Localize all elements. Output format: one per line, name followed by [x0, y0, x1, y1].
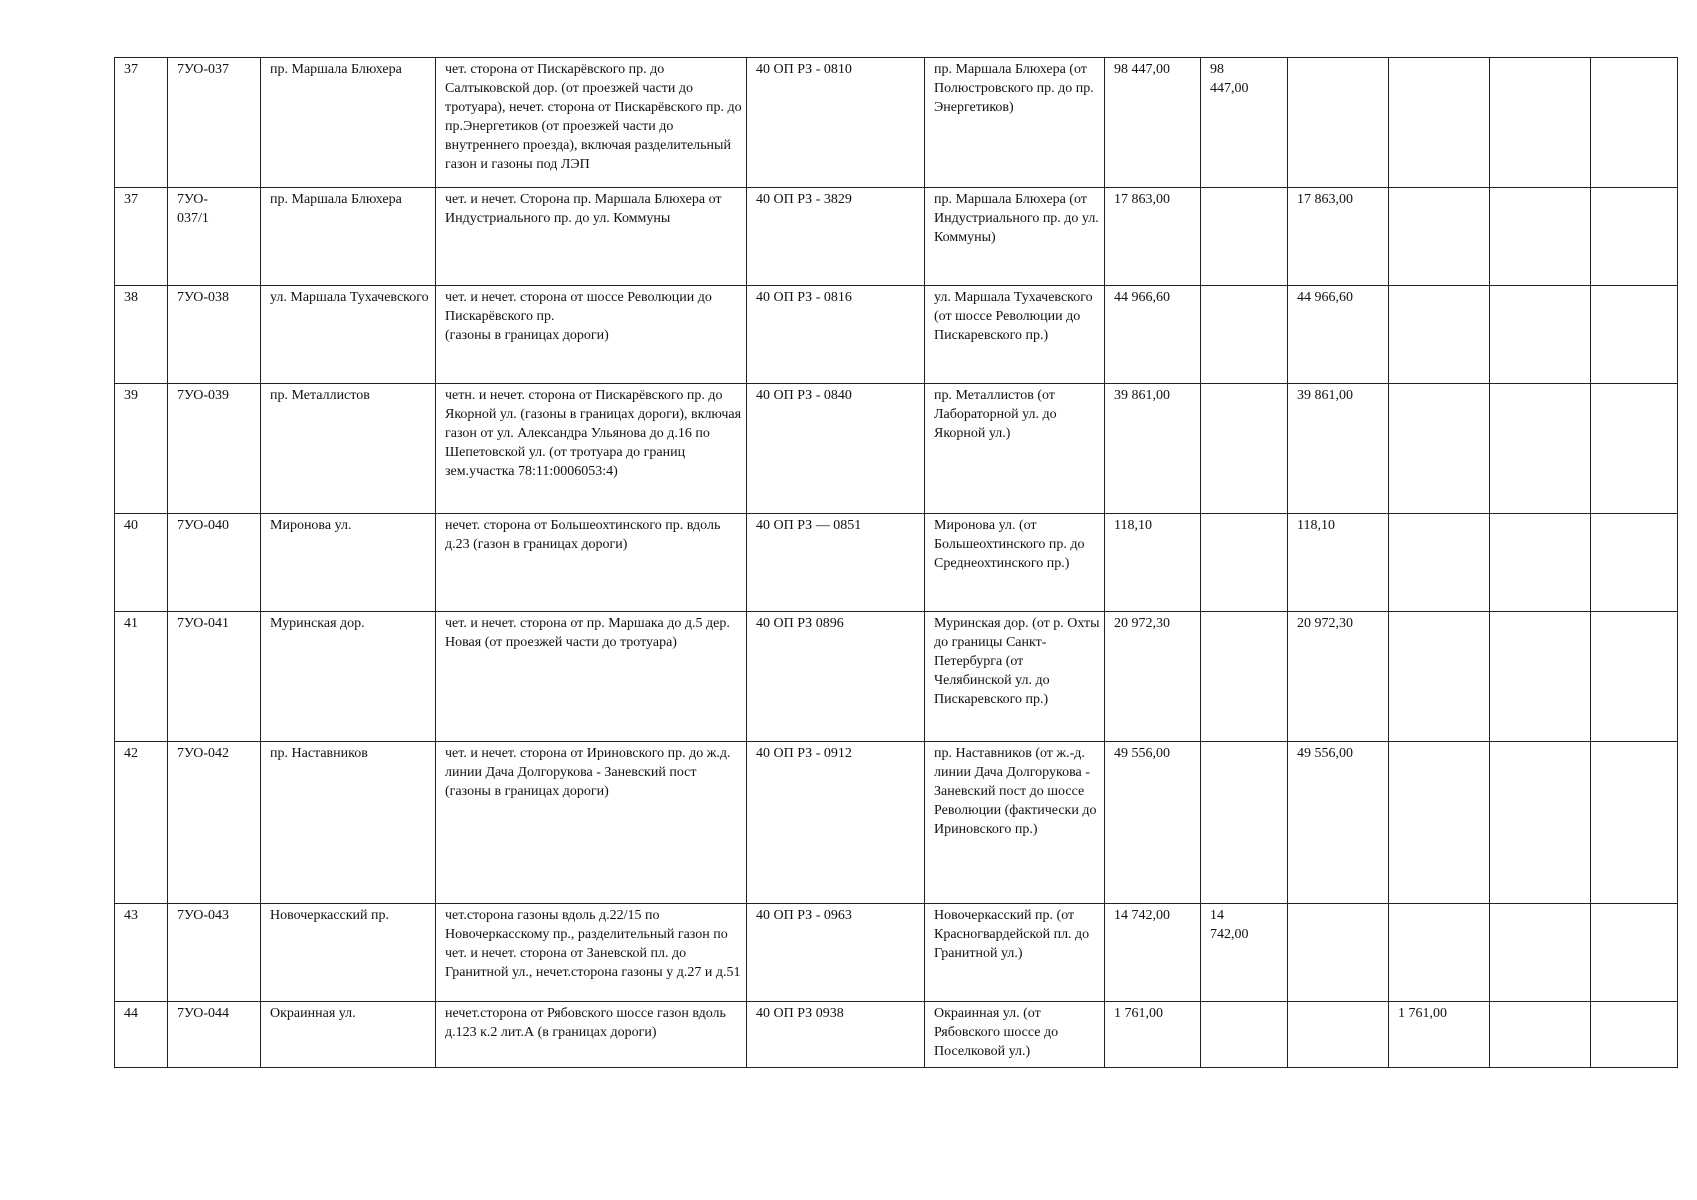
area-column-2: 39 861,00 — [1297, 388, 1353, 403]
row-number: 37 — [124, 62, 138, 77]
area-column-1-cell — [1201, 188, 1288, 286]
area-column-5-cell — [1591, 612, 1678, 742]
row-number-cell — [115, 286, 168, 384]
street-name: пр. Маршала Блюхера — [270, 192, 402, 207]
road-id-cell — [747, 286, 925, 384]
road-name-cell — [925, 612, 1105, 742]
area-column-2-cell — [1288, 384, 1389, 514]
object-code: 7УО-038 — [177, 290, 229, 305]
road-name: пр. Наставников (от ж.-д. линии Дача Долгорукова - Заневский пост до шоссе Революции (фактически до Ириновского пр.) — [934, 746, 1097, 837]
row-number-cell — [115, 904, 168, 1002]
area-column-4-cell — [1490, 58, 1591, 188]
area-total: 39 861,00 — [1114, 388, 1170, 403]
area-column-4-cell — [1490, 1002, 1591, 1068]
area-column-1: 98 447,00 — [1210, 62, 1249, 96]
table-row — [115, 384, 1678, 514]
row-number: 40 — [124, 518, 138, 533]
row-number-cell — [115, 612, 168, 742]
road-id: 40 ОП РЗ 0896 — [756, 616, 844, 631]
area-description-cell — [436, 286, 747, 384]
table-row — [115, 58, 1678, 188]
row-number: 39 — [124, 388, 138, 403]
area-description-cell — [436, 742, 747, 904]
area-total-cell — [1105, 904, 1201, 1002]
area-total: 1 761,00 — [1114, 1006, 1163, 1021]
area-column-4-cell — [1490, 904, 1591, 1002]
area-column-3-cell — [1389, 1002, 1490, 1068]
object-code: 7УО-039 — [177, 388, 229, 403]
object-code-cell — [168, 514, 261, 612]
table-row — [115, 514, 1678, 612]
area-column-5-cell — [1591, 188, 1678, 286]
row-number-cell — [115, 188, 168, 286]
road-id-cell — [747, 612, 925, 742]
street-name: Миронова ул. — [270, 518, 352, 533]
area-total-cell — [1105, 514, 1201, 612]
row-number-cell — [115, 514, 168, 612]
area-column-2: 20 972,30 — [1297, 616, 1353, 631]
area-description: чет. и нечет. сторона от шоссе Революции до Пискарёвского пр. (газоны в границах дороги) — [445, 290, 712, 343]
road-id-cell — [747, 742, 925, 904]
area-column-1-cell — [1201, 58, 1288, 188]
area-total-cell — [1105, 1002, 1201, 1068]
row-number-cell — [115, 742, 168, 904]
area-column-1: 14 742,00 — [1210, 908, 1249, 942]
street-name-cell — [261, 612, 436, 742]
area-column-3-cell — [1389, 742, 1490, 904]
row-number: 43 — [124, 908, 138, 923]
area-column-2: 118,10 — [1297, 518, 1335, 533]
road-id-cell — [747, 188, 925, 286]
area-description: чет. и нечет. сторона от пр. Маршака до д.5 дер. Новая (от проезжей части до тротуара) — [445, 616, 730, 650]
area-column-1-cell — [1201, 904, 1288, 1002]
road-name-cell — [925, 1002, 1105, 1068]
area-column-5-cell — [1591, 742, 1678, 904]
row-number-cell — [115, 384, 168, 514]
street-name: ул. Маршала Тухачевского — [270, 290, 429, 305]
row-number: 42 — [124, 746, 138, 761]
street-name-cell — [261, 188, 436, 286]
object-code: 7УО-043 — [177, 908, 229, 923]
area-description: нечет. сторона от Большеохтинского пр. вдоль д.23 (газон в границах дороги) — [445, 518, 721, 552]
area-column-2: 44 966,60 — [1297, 290, 1353, 305]
area-column-3-cell — [1389, 514, 1490, 612]
area-column-1-cell — [1201, 286, 1288, 384]
area-description: четн. и нечет. сторона от Пискарёвского пр. до Якорной ул. (газоны в границах дороги), включая газон от ул. Александра Ульянова до д.16 по Шепетовской ул. (от тротуара до границ зем.участка 78:11:0006053:4) — [445, 388, 742, 479]
area-column-3-cell — [1389, 612, 1490, 742]
area-column-5-cell — [1591, 514, 1678, 612]
street-name-cell — [261, 384, 436, 514]
area-column-2-cell — [1288, 612, 1389, 742]
area-column-2-cell — [1288, 188, 1389, 286]
table-row — [115, 904, 1678, 1002]
area-total-cell — [1105, 612, 1201, 742]
area-total: 17 863,00 — [1114, 192, 1170, 207]
road-name: Окраинная ул. (от Рябовского шоссе до Поселковой ул.) — [934, 1006, 1059, 1059]
area-description-cell — [436, 1002, 747, 1068]
road-id: 40 ОП РЗ - 3829 — [756, 192, 852, 207]
area-total-cell — [1105, 188, 1201, 286]
road-name: пр. Металлистов (от Лабораторной ул. до Якорной ул.) — [934, 388, 1057, 441]
area-total-cell — [1105, 58, 1201, 188]
road-id-cell — [747, 1002, 925, 1068]
street-name: пр. Наставников — [270, 746, 368, 761]
table-row — [115, 1002, 1678, 1068]
object-code-cell — [168, 384, 261, 514]
table-row — [115, 742, 1678, 904]
road-id-cell — [747, 58, 925, 188]
area-description: чет.сторона газоны вдоль д.22/15 по Новочеркасскому пр., разделительный газон по чет. и нечет. сторона от Заневской пл. до Гранитной ул., нечет.сторона газоны у д.27 и д.51 — [445, 908, 741, 980]
road-name: Новочеркасский пр. (от Красногвардейской пл. до Гранитной ул.) — [934, 908, 1090, 961]
area-column-4-cell — [1490, 384, 1591, 514]
area-column-3-cell — [1389, 188, 1490, 286]
road-name: Миронова ул. (от Большеохтинского пр. до Среднеохтинского пр.) — [934, 518, 1085, 571]
road-id: 40 ОП РЗ - 0816 — [756, 290, 852, 305]
area-total-cell — [1105, 286, 1201, 384]
object-code: 7УО-042 — [177, 746, 229, 761]
road-id: 40 ОП РЗ — 0851 — [756, 518, 862, 533]
object-code: 7УО-044 — [177, 1006, 229, 1021]
road-name-cell — [925, 742, 1105, 904]
object-code-cell — [168, 286, 261, 384]
area-description: чет. сторона от Пискарёвского пр. до Салтыковской дор. (от проезжей части до тротуара), нечет. сторона от Пискарёвского пр. до пр.Энергетиков (от проезжей части до внутреннего проезда), включая разделительный газон и газоны под ЛЭП — [445, 62, 742, 172]
area-column-2-cell — [1288, 1002, 1389, 1068]
street-name-cell — [261, 286, 436, 384]
row-number: 38 — [124, 290, 138, 305]
object-code: 7УО-041 — [177, 616, 229, 631]
area-column-4-cell — [1490, 514, 1591, 612]
road-name: пр. Маршала Блюхера (от Индустриального пр. до ул. Коммуны) — [934, 192, 1099, 245]
area-total: 118,10 — [1114, 518, 1152, 533]
area-column-3: 1 761,00 — [1398, 1006, 1447, 1021]
street-name: Новочеркасский пр. — [270, 908, 390, 923]
street-name-cell — [261, 1002, 436, 1068]
object-code: 7УО-040 — [177, 518, 229, 533]
table-row — [115, 612, 1678, 742]
object-code-cell — [168, 1002, 261, 1068]
road-id-cell — [747, 384, 925, 514]
road-id-cell — [747, 514, 925, 612]
area-column-1-cell — [1201, 742, 1288, 904]
area-total: 98 447,00 — [1114, 62, 1170, 77]
road-name-cell — [925, 514, 1105, 612]
road-name: ул. Маршала Тухачевского (от шоссе Революции до Пискаревского пр.) — [934, 290, 1093, 343]
table-row — [115, 286, 1678, 384]
road-id: 40 ОП РЗ - 0963 — [756, 908, 852, 923]
area-column-1-cell — [1201, 384, 1288, 514]
area-column-5-cell — [1591, 1002, 1678, 1068]
area-column-2-cell — [1288, 286, 1389, 384]
road-id-cell — [747, 904, 925, 1002]
street-name: Окраинная ул. — [270, 1006, 356, 1021]
area-column-2-cell — [1288, 904, 1389, 1002]
area-column-5-cell — [1591, 904, 1678, 1002]
street-name-cell — [261, 742, 436, 904]
area-description-cell — [436, 58, 747, 188]
area-column-4-cell — [1490, 188, 1591, 286]
road-name: Муринская дор. (от р. Охты до границы Санкт-Петербурга (от Челябинской ул. до Пискаревского пр.) — [934, 616, 1100, 707]
area-description-cell — [436, 188, 747, 286]
area-column-1-cell — [1201, 514, 1288, 612]
area-column-4-cell — [1490, 742, 1591, 904]
area-description-cell — [436, 904, 747, 1002]
object-code-cell — [168, 58, 261, 188]
area-column-4-cell — [1490, 286, 1591, 384]
street-name: пр. Металлистов — [270, 388, 370, 403]
road-name: пр. Маршала Блюхера (от Полюстровского пр. до пр. Энергетиков) — [934, 62, 1094, 115]
road-id: 40 ОП РЗ - 0912 — [756, 746, 852, 761]
object-code-cell — [168, 742, 261, 904]
area-total: 14 742,00 — [1114, 908, 1170, 923]
area-column-4-cell — [1490, 612, 1591, 742]
object-code-cell — [168, 612, 261, 742]
road-name-cell — [925, 188, 1105, 286]
object-code-cell — [168, 188, 261, 286]
area-description-cell — [436, 514, 747, 612]
road-name-cell — [925, 286, 1105, 384]
row-number: 41 — [124, 616, 138, 631]
street-name-cell — [261, 904, 436, 1002]
object-code: 7УО- 037/1 — [177, 192, 209, 226]
street-name: пр. Маршала Блюхера — [270, 62, 402, 77]
road-name-cell — [925, 904, 1105, 1002]
area-description-cell — [436, 384, 747, 514]
row-number-cell — [115, 1002, 168, 1068]
road-id: 40 ОП РЗ - 0810 — [756, 62, 852, 77]
document-table — [114, 57, 1678, 1068]
street-name-cell — [261, 58, 436, 188]
object-code: 7УО-037 — [177, 62, 229, 77]
road-id: 40 ОП РЗ 0938 — [756, 1006, 844, 1021]
area-total: 49 556,00 — [1114, 746, 1170, 761]
area-column-5-cell — [1591, 58, 1678, 188]
row-number: 37 — [124, 192, 138, 207]
area-description: нечет.сторона от Рябовского шоссе газон вдоль д.123 к.2 лит.А (в границах дороги) — [445, 1006, 726, 1040]
area-column-1-cell — [1201, 1002, 1288, 1068]
area-description-cell — [436, 612, 747, 742]
table-row — [115, 188, 1678, 286]
area-column-1-cell — [1201, 612, 1288, 742]
area-total-cell — [1105, 384, 1201, 514]
area-column-3-cell — [1389, 286, 1490, 384]
area-total-cell — [1105, 742, 1201, 904]
area-column-2: 17 863,00 — [1297, 192, 1353, 207]
street-name: Муринская дор. — [270, 616, 365, 631]
area-column-2-cell — [1288, 514, 1389, 612]
area-column-5-cell — [1591, 384, 1678, 514]
area-column-2-cell — [1288, 58, 1389, 188]
road-id: 40 ОП РЗ - 0840 — [756, 388, 852, 403]
area-description: чет. и нечет. сторона от Ириновского пр. до ж.д. линии Дача Долгорукова - Заневский пост (газоны в границах дороги) — [445, 746, 731, 799]
street-name-cell — [261, 514, 436, 612]
area-column-5-cell — [1591, 286, 1678, 384]
area-total: 44 966,60 — [1114, 290, 1170, 305]
area-column-2-cell — [1288, 742, 1389, 904]
area-description: чет. и нечет. Сторона пр. Маршала Блюхера от Индустриального пр. до ул. Коммуны — [445, 192, 722, 226]
area-column-3-cell — [1389, 58, 1490, 188]
road-name-cell — [925, 58, 1105, 188]
area-column-3-cell — [1389, 384, 1490, 514]
area-column-2: 49 556,00 — [1297, 746, 1353, 761]
row-number-cell — [115, 58, 168, 188]
area-total: 20 972,30 — [1114, 616, 1170, 631]
object-code-cell — [168, 904, 261, 1002]
row-number: 44 — [124, 1006, 138, 1021]
road-name-cell — [925, 384, 1105, 514]
area-column-3-cell — [1389, 904, 1490, 1002]
